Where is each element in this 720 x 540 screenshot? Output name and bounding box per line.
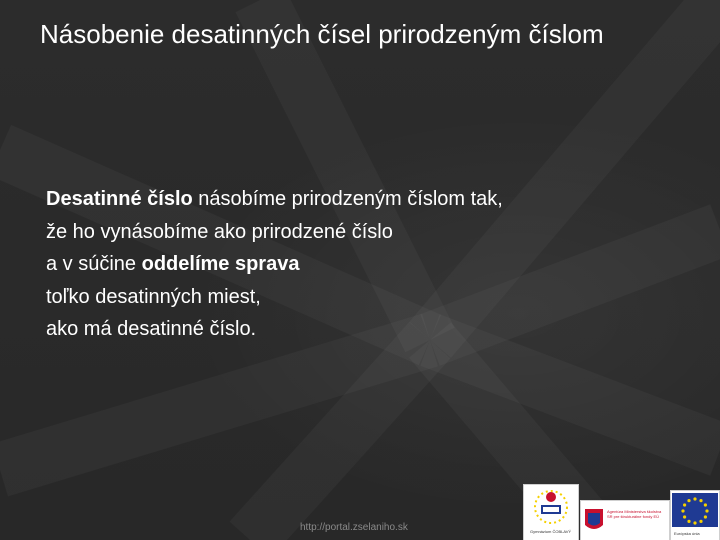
eu-logo xyxy=(670,490,720,540)
slide-title: Násobenie desatinných čísel prirodzeným číslom xyxy=(40,19,604,49)
body-line-2: že ho vynásobíme ako prirodzené číslo xyxy=(46,220,393,243)
school-logo xyxy=(523,484,579,540)
term-decimal-number: Desatinné číslo xyxy=(46,188,193,210)
body-line-3 xyxy=(46,248,686,281)
footer-url[interactable]: http://portal.zselaniho.sk xyxy=(300,522,408,533)
school-logo-text: Gymnázium ČOBLAVÝ xyxy=(530,529,572,534)
agency-shield-icon xyxy=(581,501,607,540)
eu-logo-text: Európska únia xyxy=(674,531,700,536)
body-line-3-start: a v súčine xyxy=(46,253,142,275)
agency-logo xyxy=(580,500,670,540)
term-separate-from-right: oddelíme sprava xyxy=(141,253,300,275)
slide-body xyxy=(46,183,686,346)
body-line-4: toľko desatinných miest, xyxy=(46,285,261,308)
eu-flag-icon xyxy=(672,493,718,527)
agency-logo-text: Agentúra Ministerstva školstva SR pre štrukturálne fondy EÚ xyxy=(607,509,662,519)
body-line-1-rest: násobíme prirodzeným číslom tak, xyxy=(192,188,503,210)
body-line-5: ako má desatinné číslo. xyxy=(46,318,257,340)
body-line-1 xyxy=(46,183,686,216)
